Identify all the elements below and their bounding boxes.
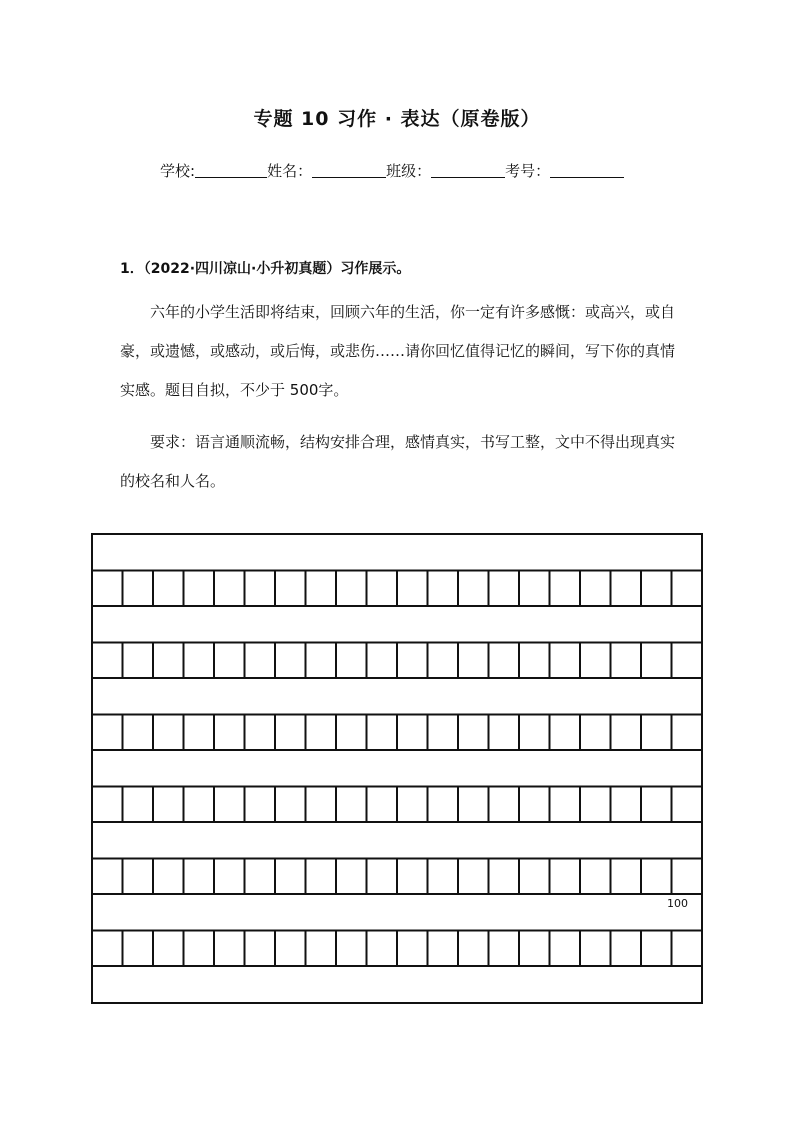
class-label: 班级： xyxy=(386,162,432,180)
name-label: 姓名： xyxy=(267,162,313,180)
class-field[interactable] xyxy=(431,161,505,178)
name-field[interactable] xyxy=(312,161,386,178)
question-prompt: 六年的小学生活即将结束，回顾六年的生活，你一定有许多感慨：或高兴，或自豪，或遗憾，或感动，或后悔，或悲伤……请你回忆值得记忆的瞬间，写下你的真情实感。题目自拟，不少于 500字。 xyxy=(120,303,676,399)
school-field[interactable] xyxy=(195,161,267,178)
school-label: 学校: xyxy=(160,162,196,180)
student-info-line xyxy=(160,160,624,181)
number-field[interactable] xyxy=(550,161,624,178)
question-heading: 1．（2022·四川凉山·小升初真题）习作展示。 xyxy=(120,261,411,277)
number-label: 考号： xyxy=(505,162,551,180)
writing-grid[interactable] xyxy=(91,533,704,1005)
page-title: 专题 10 习作 · 表达（原卷版） xyxy=(253,108,541,130)
word-count-marker: 100 xyxy=(667,897,688,910)
question-requirements: 要求：语言通顺流畅，结构安排合理，感情真实，书写工整，文中不得出现真实的校名和人名。 xyxy=(120,433,676,490)
